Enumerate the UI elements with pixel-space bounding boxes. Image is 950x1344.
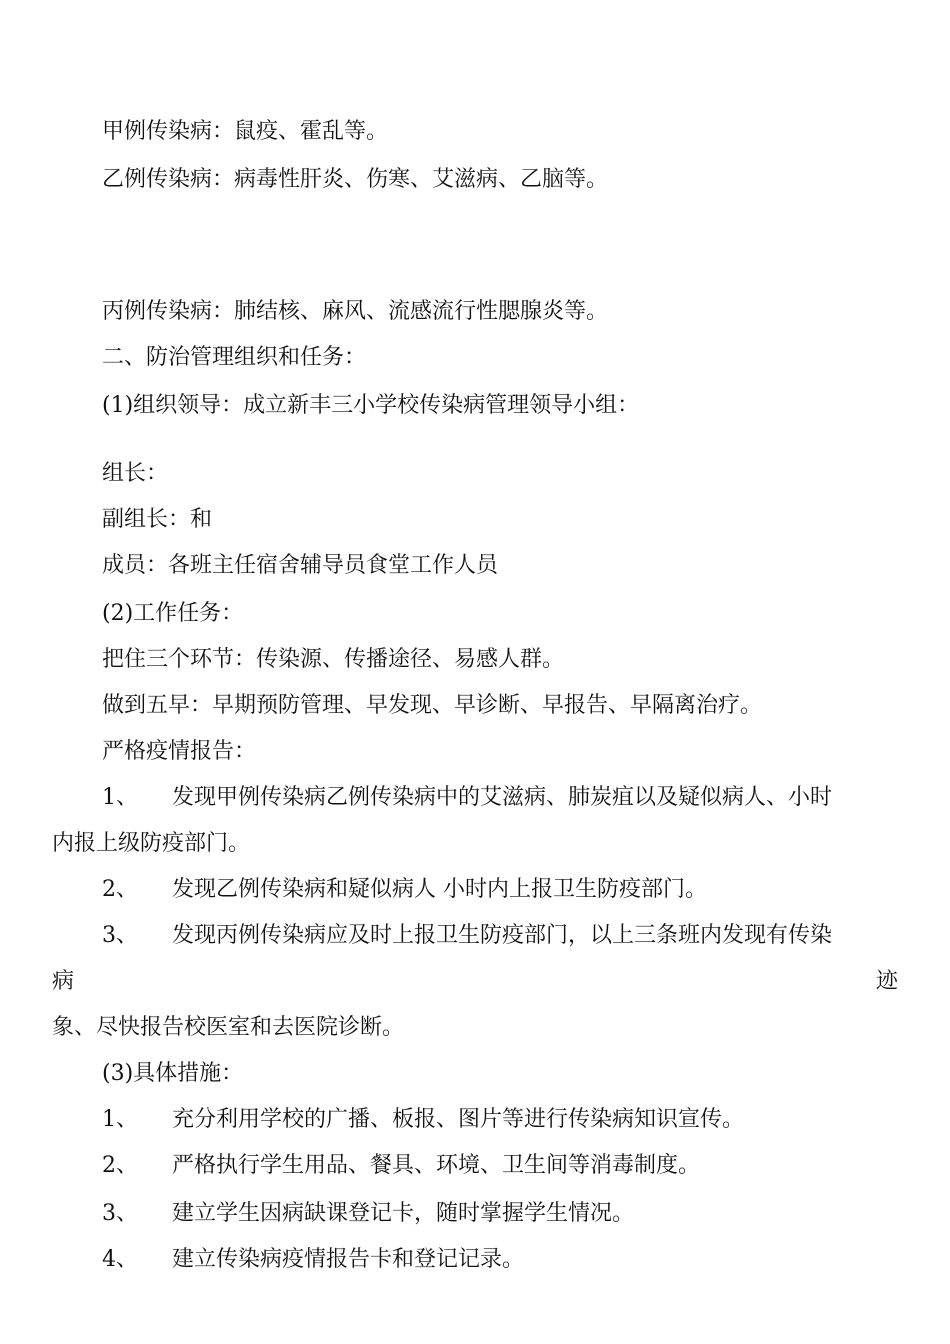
report-item-continuation: 象、尽快报告校医室和去医院诊断。 (52, 1015, 405, 1040)
vice-leader-line: 副组长：和 (102, 507, 213, 532)
report-item-continuation-left: 病 (52, 969, 75, 994)
report-item-continuation-right: 迹 (875, 969, 898, 994)
three-links-line: 把住三个环节：传染源、传播途径、易感人群。 (102, 647, 565, 672)
class-b-diseases-line: 乙例传染病：病毒性肝炎、伤寒、艾滋病、乙脑等。 (102, 167, 609, 192)
section-two-heading: 二、防治管理组织和任务： (102, 345, 367, 370)
report-item-number: 1、 (102, 785, 138, 810)
measure-item-number: 3、 (102, 1201, 138, 1226)
report-item-number: 2、 (102, 877, 138, 902)
measures-heading: (3)具体措施： (102, 1061, 244, 1086)
report-item-text: 发现丙例传染病应及时上报卫生防疫部门，以上三条班内发现有传染 (172, 923, 833, 948)
measure-item-number: 4、 (102, 1247, 138, 1272)
report-heading: 严格疫情报告： (102, 739, 257, 764)
work-tasks-heading: (2)工作任务： (102, 601, 244, 626)
measure-item-number: 1、 (102, 1107, 138, 1132)
class-a-diseases-line: 甲例传染病：鼠疫、霍乱等。 (102, 119, 389, 144)
organization-line: (1)组织领导：成立新丰三小学校传染病管理领导小组： (102, 393, 640, 418)
measure-item-text: 充分利用学校的广播、板报、图片等进行传染病知识宣传。 (172, 1107, 745, 1132)
report-item-text: 发现甲例传染病乙例传染病中的艾滋病、肺炭疽以及疑似病人、小时 (172, 785, 833, 810)
measure-item-number: 2、 (102, 1153, 138, 1178)
report-item-continuation: 内报上级防疫部门。 (52, 831, 251, 856)
measure-item-text: 建立学生因病缺课登记卡，随时掌握学生情况。 (172, 1201, 635, 1226)
report-item-number: 3、 (102, 923, 138, 948)
leader-line: 组长： (102, 461, 169, 486)
report-item-text: 发现乙例传染病和疑似病人 小时内上报卫生防疫部门。 (172, 877, 707, 902)
measure-item-text: 严格执行学生用品、餐具、环境、卫生间等消毒制度。 (172, 1153, 701, 1178)
five-early-line: 做到五早：早期预防管理、早发现、早诊断、早报告、早隔离治疗。 (102, 693, 763, 718)
measure-item-text: 建立传染病疫情报告卡和登记记录。 (172, 1247, 525, 1272)
class-c-diseases-line: 丙例传染病：肺结核、麻风、流感流行性腮腺炎等。 (102, 299, 609, 324)
members-line: 成员：各班主任宿舍辅导员食堂工作人员 (102, 553, 499, 578)
